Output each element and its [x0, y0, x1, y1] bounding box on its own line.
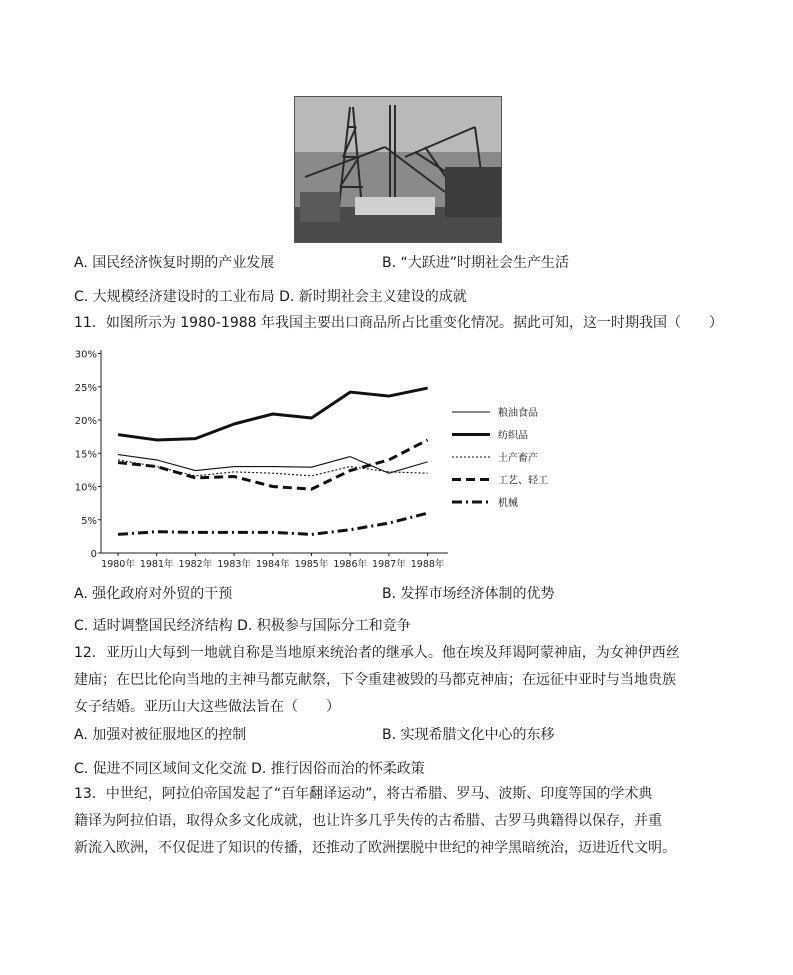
q11-option-b: B. 发挥市场经济体制的优势 [382, 586, 555, 602]
series-line-0 [118, 455, 428, 474]
construction-photo [294, 96, 502, 243]
series-line-4 [118, 513, 428, 534]
q11-stem: 11．如图所示为 1980-1988 年我国主要出口商品所占比重变化情况。据此可知，这一时期我国（ ） [74, 315, 724, 331]
x-tick-label: 1982年 [178, 559, 213, 570]
industrial-scene-illustration [295, 97, 501, 242]
q10-option-cd: C. 大规模经济建设时的工业布局 D. 新时期社会主义建设的成就 [74, 289, 467, 305]
q10-option-b: B. “大跃进”时期社会生产生活 [382, 255, 570, 271]
q13-stem-line-2: 籍译为阿拉伯语，取得众多文化成就，也让许多几乎失传的古希腊、古罗马典籍得以保存，并重 [74, 813, 662, 829]
q13-stem-line-3: 新流入欧洲，不仅促进了知识的传播，还推动了欧洲摆脱中世纪的神学黑暗统治，迈进近代文明。 [74, 840, 676, 856]
y-tick-label: 15% [74, 449, 97, 461]
q13-stem-line-1: 13．中世纪，阿拉伯帝国发起了“百年翻译运动”，将古希腊、罗马、波斯、印度等国的学术典 [74, 786, 653, 802]
series-line-3 [118, 440, 428, 489]
chart-legend [452, 406, 548, 509]
q11-option-cd: C. 适时调整国民经济结构 D. 积极参与国际分工和竞争 [74, 618, 411, 634]
y-tick-label: 30% [74, 349, 97, 361]
export-share-line-chart [0, 340, 793, 580]
q12-stem-line-2: 建庙；在巴比伦向当地的主神马都克献祭，下令重建被毁的马都克神庙；在远征中亚时与当地贵族 [74, 672, 676, 688]
legend-label: 工艺、轻工 [498, 475, 548, 487]
q12-stem-line-3: 女子结婚。亚历山大这些做法旨在（ ） [74, 699, 340, 715]
q12-option-b: B. 实现希腊文化中心的东移 [382, 727, 555, 743]
legend-label: 粮油食品 [498, 408, 538, 419]
x-tick-label: 1986年 [333, 559, 368, 570]
q12-option-a: A. 加强对被征服地区的控制 [74, 727, 247, 743]
q12-stem-line-1: 12．亚历山大每到一地就自称是当地原来统治者的继承人。他在埃及拜谒阿蒙神庙，为女神伊西丝 [74, 645, 680, 661]
x-tick-label: 1988年 [410, 559, 445, 570]
x-tick-label: 1980年 [101, 559, 135, 570]
y-tick-label: 20% [74, 416, 97, 427]
y-tick-label: 25% [74, 382, 97, 394]
chart-series [118, 388, 428, 534]
legend-label: 纺织品 [498, 430, 528, 442]
x-tick-label: 1981年 [139, 559, 174, 570]
y-tick-label: 5% [81, 515, 97, 527]
y-tick-label: 10% [74, 482, 97, 494]
x-tick-label: 1985年 [294, 559, 329, 570]
q11-option-a: A. 强化政府对外贸的干预 [74, 586, 233, 602]
x-tick-label: 1987年 [372, 559, 406, 570]
q10-option-a: A. 国民经济恢复时期的产业发展 [74, 255, 275, 271]
x-tick-label: 1983年 [217, 559, 251, 570]
y-tick-label: 0 [90, 549, 97, 560]
legend-label: 机械 [498, 498, 518, 509]
x-tick-label: 1984年 [255, 559, 290, 570]
legend-label: 土产畜产 [498, 453, 538, 464]
q12-option-cd: C. 促进不同区域间文化交流 D. 推行因俗而治的怀柔政策 [74, 761, 425, 777]
